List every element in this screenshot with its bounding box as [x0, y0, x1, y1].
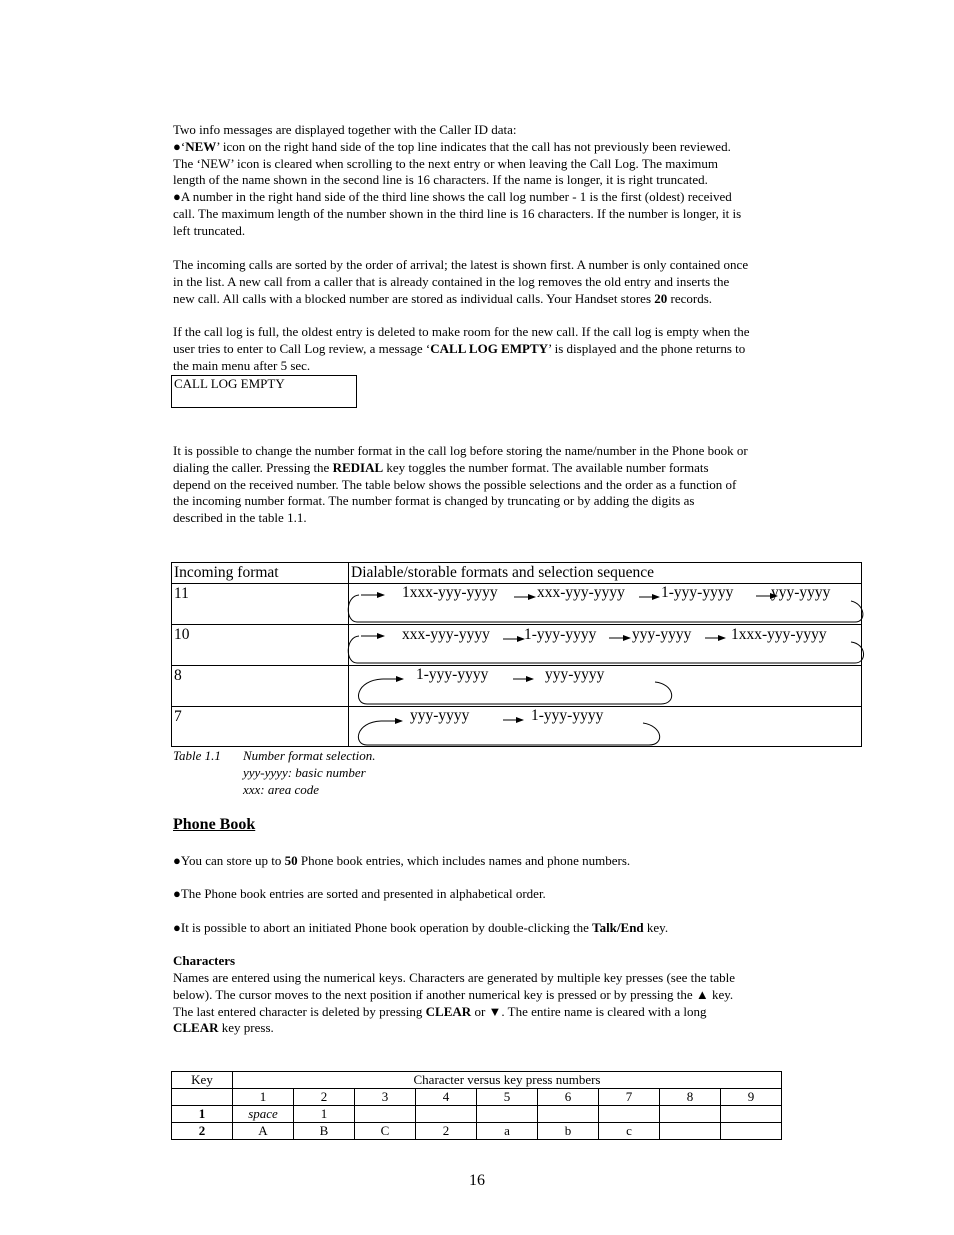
table-cell: [355, 1106, 416, 1123]
table-cell: 4: [416, 1089, 477, 1106]
table-row: [172, 1106, 782, 1123]
call-log-full-paragraph: [173, 324, 813, 374]
format-option: 1xxx-yyy-yyyy: [731, 626, 827, 643]
bullet-icon: ●: [173, 189, 181, 205]
text-line: the main menu after 5 sec.: [173, 357, 311, 373]
text-line: The ‘NEW’ icon is cleared when scrolling to the next entry or when leaving the Call Log. The maximum: [173, 155, 718, 171]
table-row: [172, 1123, 782, 1140]
text-line: The last entered character is deleted by pressing CLEAR or ▼. The entire name is cleared with a long: [173, 1003, 707, 1019]
table-cell: [599, 1106, 660, 1123]
text-line: Names are entered using the numerical keys. Characters are generated by multiple key presses (see the table: [173, 970, 736, 985]
table-cell: 3: [355, 1089, 416, 1106]
bullet-line-log-number: ●A number in the right hand side of the third line shows the call log number - 1 is the first (oldest) received: [173, 189, 732, 205]
lcd-display-box: CALL LOG EMPTY: [171, 375, 357, 408]
format-option: 1-yyy-yyyy: [524, 626, 597, 643]
text-line: CLEAR key press.: [173, 1020, 274, 1036]
page-number: 16: [469, 1172, 485, 1189]
table-cell: 6: [538, 1089, 599, 1106]
table-row: 7: [171, 706, 349, 747]
table-cell: 1: [294, 1106, 355, 1123]
bullet-icon: ●: [173, 138, 181, 154]
caption-title: Number format selection.: [243, 748, 376, 763]
text-line: It is possible to change the number format in the call log before storing the name/number in the Phone book or: [173, 443, 748, 458]
table-cell: C: [355, 1123, 416, 1140]
table-cell: [660, 1106, 721, 1123]
bullet-line-new-icon: ●‘NEW’ icon on the right hand side of the top line indicates that the call has not previously been reviewed.: [173, 138, 731, 154]
format-option: 1-yyy-yyyy: [531, 707, 604, 724]
table-cell: [172, 1089, 233, 1106]
text-line: in the list. A new call from a caller that is already contained in the log removes the old entry and inserts the: [173, 273, 730, 289]
table-cell: [477, 1106, 538, 1123]
bullet-icon: ●: [173, 920, 181, 935]
text-line: the incoming number format. The number format is changed by truncating or by adding the digits as: [173, 493, 695, 509]
table-header-cell: Character versus key press numbers: [233, 1072, 782, 1089]
number-format-paragraph: [173, 443, 813, 527]
table-cell: 9: [721, 1089, 782, 1106]
format-option: yyy-yyyy: [632, 626, 692, 643]
bullet-icon: ●: [173, 886, 181, 901]
table-row: 10: [171, 624, 349, 666]
format-option: yyy-yyyy: [545, 666, 605, 683]
phonebook-bullet: ●It is possible to abort an initiated Phone book operation by double-clicking the Talk/End key.: [173, 920, 669, 935]
format-option: xxx-yyy-yyyy: [402, 626, 490, 643]
table-cell: 2: [294, 1089, 355, 1106]
bullet-icon: ●: [173, 853, 181, 868]
text-line: new call. All calls with a blocked number are stored as individual calls. Your Handset stores 20 records.: [173, 290, 713, 306]
table-row: [172, 1072, 782, 1089]
character-key-table: [171, 1071, 782, 1140]
loop-bracket: [348, 595, 863, 622]
phonebook-bullet: ●You can store up to 50 Phone book entries, which includes names and phone numbers.: [173, 853, 631, 868]
text-line: depend on the received number. The table below shows the possible selections and the order as a function of: [173, 476, 737, 492]
table-cell: [538, 1106, 599, 1123]
text-line: length of the name shown in the second line is 16 characters. If the name is longer, it is right truncated.: [173, 172, 708, 188]
table-cell: 2: [172, 1123, 233, 1140]
table-cell: A: [233, 1123, 294, 1140]
format-option: yyy-yyyy: [771, 584, 831, 601]
caption-note: yyy-yyyy: basic number: [243, 765, 366, 780]
text-line: If the call log is full, the oldest entry is deleted to make room for the new call. If the call log is empty when the: [173, 324, 750, 339]
subheading-characters: Characters: [173, 953, 236, 968]
table-row: [172, 1089, 782, 1106]
table-cell: [660, 1123, 721, 1140]
format-option: yyy-yyyy: [410, 707, 470, 724]
table-cell: [721, 1106, 782, 1123]
caller-id-info-paragraph: [173, 122, 813, 240]
selection-sequence-arrows: [171, 562, 862, 747]
text-line: Two info messages are displayed together with the Caller ID data:: [173, 122, 517, 137]
table-row: 8: [171, 665, 349, 707]
phonebook-bullet: ●The Phone book entries are sorted and presented in alphabetical order.: [173, 886, 546, 901]
text-line: left truncated.: [173, 222, 246, 238]
loop-bracket: [348, 636, 863, 663]
table-cell: c: [599, 1123, 660, 1140]
text-line: user tries to enter to Call Log review, a message ‘CALL LOG EMPTY’ is displayed and the phone returns to: [173, 340, 746, 356]
table-header-cell: Incoming format: [171, 562, 349, 584]
table-cell: 1: [172, 1106, 233, 1123]
table-cell: [721, 1123, 782, 1140]
table-cell: 5: [477, 1089, 538, 1106]
table-cell: a: [477, 1123, 538, 1140]
table-cell: 2: [416, 1123, 477, 1140]
format-option: 1-yyy-yyyy: [661, 584, 734, 601]
format-option: 1xxx-yyy-yyyy: [402, 584, 498, 601]
text-line: below). The cursor moves to the next position if another numerical key is pressed or by pressing the ▲ key.: [173, 986, 734, 1002]
caption-label: Table 1.1: [173, 748, 221, 763]
loop-bracket: [358, 721, 659, 745]
table-row: 11: [171, 583, 349, 625]
call-sorting-paragraph: [173, 257, 813, 307]
table-header-cell: Key: [172, 1072, 233, 1089]
text-line: call. The maximum length of the number shown in the third line is 16 characters. If the number is longer, it is: [173, 205, 742, 221]
text-line: described in the table 1.1.: [173, 510, 307, 526]
table-cell: 7: [599, 1089, 660, 1106]
table-header-cell: Dialable/storable formats and selection sequence: [348, 562, 862, 584]
table-cell: B: [294, 1123, 355, 1140]
caption-note: xxx: area code: [243, 782, 320, 797]
loop-bracket: [359, 679, 672, 704]
section-heading-phone-book: Phone Book: [173, 816, 256, 833]
characters-paragraph: [173, 970, 813, 1037]
number-format-table: [171, 562, 862, 747]
format-option: 1-yyy-yyyy: [416, 666, 489, 683]
table-cell: space: [233, 1106, 294, 1123]
table-cell: [416, 1106, 477, 1123]
text-line: dialing the caller. Pressing the REDIAL key toggles the number format. The available number formats: [173, 459, 709, 475]
table-cell: 8: [660, 1089, 721, 1106]
table-caption: [173, 747, 376, 798]
text-line: The incoming calls are sorted by the order of arrival; the latest is shown first. A number is only contained once: [173, 257, 749, 272]
table-cell: b: [538, 1123, 599, 1140]
format-option: xxx-yyy-yyyy: [537, 584, 625, 601]
table-cell: 1: [233, 1089, 294, 1106]
